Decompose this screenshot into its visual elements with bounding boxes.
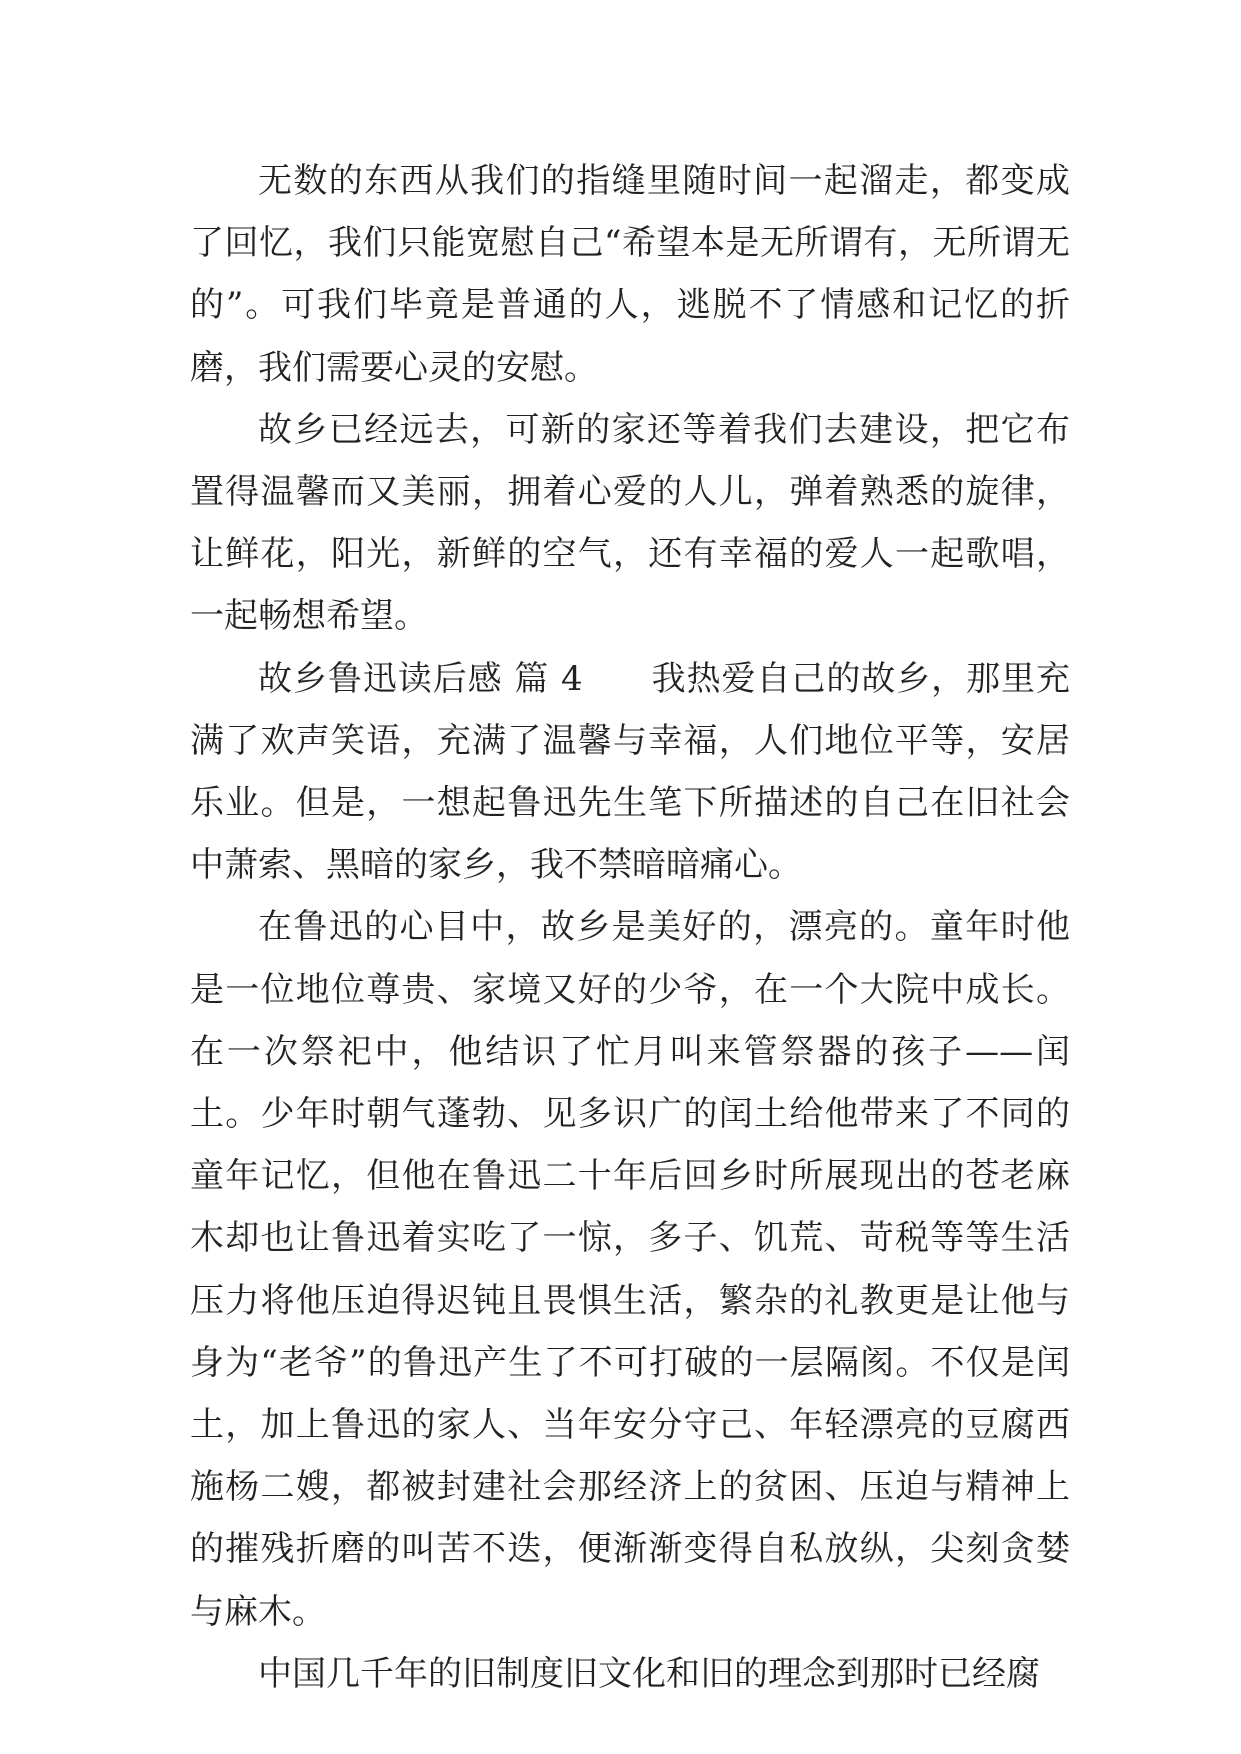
section-heading: 故乡鲁迅读后感 篇 4 [258,658,583,699]
paragraph-5: 中国几千年的旧制度旧文化和旧的理念到那时已经腐 [258,1653,1040,1694]
paragraph-2: 故乡已经远去，可新的家还等着我们去建设，把它布置得温馨而又美丽，拥着心爱的人儿，弹着熟悉的旋律，让鲜花，阳光，新鲜的空气，还有幸福的爱人一起歌唱，一起畅想希望。 [190,409,1070,637]
paragraph-1: 无数的东西从我们的指缝里随时间一起溜走，都变成了回忆，我们只能宽慰自己“希望本是无所谓有，无所谓无的”。可我们毕竟是普通的人，逃脱不了情感和记忆的折磨，我们需要心灵的安慰。 [190,161,1070,388]
section-paragraph [190,648,1070,897]
paragraph-4: 在鲁迅的心目中，故乡是美好的，漂亮的。童年时他是一位地位尊贵、家境又好的少爷，在一个大院中成长。在一次祭祀中，他结识了忙月叫来管祭器的孩子——闰土。少年时朝气蓬勃、见多识广的闰土给他带来了不同的童年记忆，但他在鲁迅二十年后回乡时所展现出的苍老麻木却也让鲁迅着实吃了一惊，多子、饥荒、苛税等等生活压力将他压迫得迟钝且畏惧生活，繁杂的礼教更是让他与身为“老爷”的鲁迅产生了不可打破的一层隔阂。不仅是闰土，加上鲁迅的家人、当年安分守己、年轻漂亮的豆腐西施杨二嫂，都被封建社会那经济上的贫困、压迫与精神上的摧残折磨的叫苦不迭，便渐渐变得自私放纵，尖刻贪婪与麻木。 [190,907,1070,1632]
document-body [190,150,1070,1705]
section-first-paragraph: 我热爱自己的故乡，那里充满了欢声笑语，充满了温馨与幸福，人们地位平等，安居乐业。但是，一想起鲁迅先生笔下所描述的自己在旧社会中萧索、黑暗的家乡，我不禁暗暗痛心。 [190,658,1071,886]
